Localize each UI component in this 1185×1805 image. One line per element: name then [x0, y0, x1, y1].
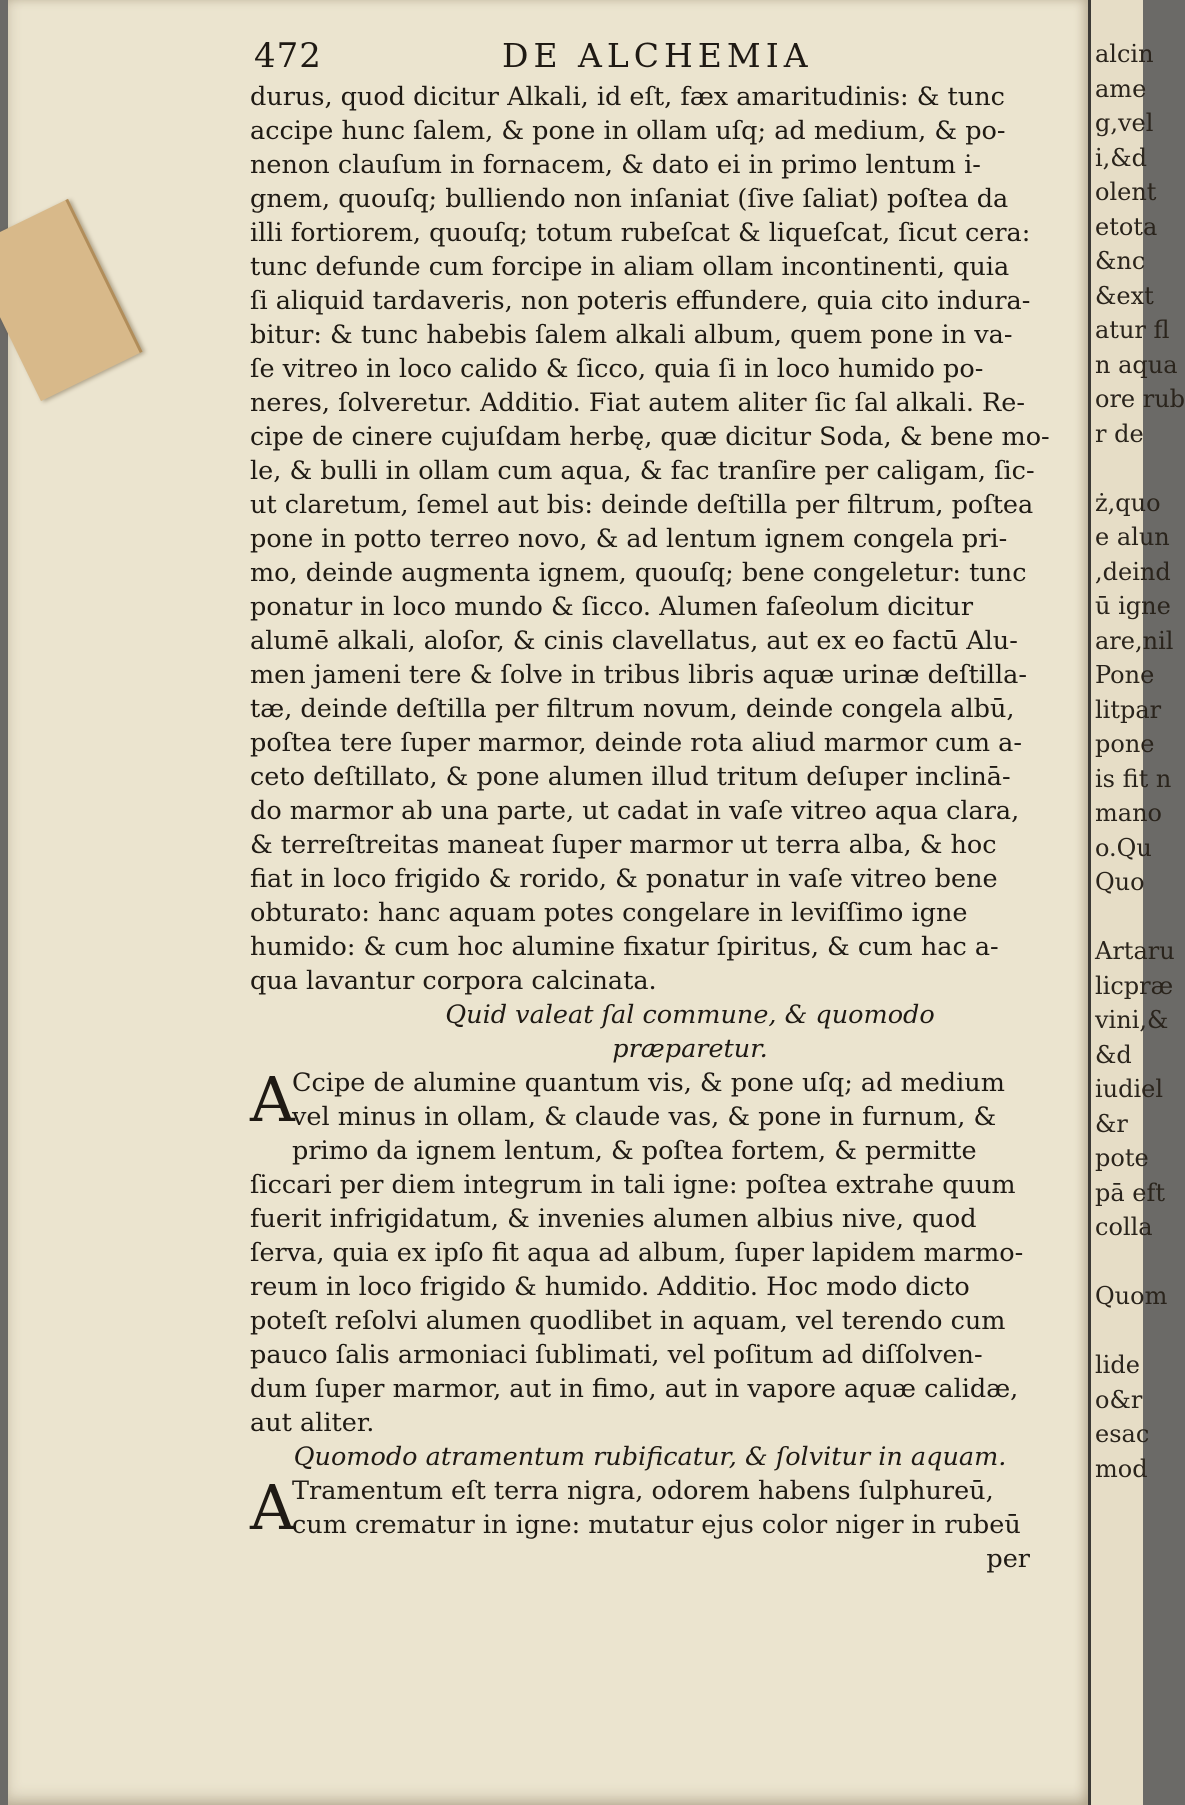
text-line: & terreſtreitas maneat ſuper marmor ut terra alba, & hoc [250, 830, 997, 860]
text-line: illi fortiorem, quouſq; totum rubeſcat & liqueſcat, ſicut cera: [250, 218, 1031, 248]
catchword: per [986, 1544, 1030, 1574]
facing-page-fragment: &ext [1095, 281, 1154, 310]
text-line: cum crematur in igne: mutatur ejus color niger in rubeū [292, 1510, 1021, 1540]
facing-page-fragment: pā eft [1095, 1178, 1166, 1207]
text-line: aut aliter. [250, 1408, 375, 1438]
facing-page-fragment: n aqua [1095, 350, 1178, 379]
text-line: neres, ſolveretur. Additio. Fiat autem aliter ſic ſal alkali. Re- [250, 388, 1025, 418]
text-line: humido: & cum hoc alumine fixatur ſpiritus, & cum hac a- [250, 932, 999, 962]
facing-page-fragment: litpar [1095, 695, 1162, 724]
facing-page-fragment: colla [1095, 1213, 1153, 1241]
paragraph-alumen [250, 1063, 1050, 1440]
facing-page-fragment: esac [1095, 1420, 1150, 1448]
facing-page-fragment: iudiel [1095, 1075, 1164, 1103]
facing-page-fragment: o.Qu [1095, 833, 1152, 862]
facing-page-fragment: ū igne [1095, 592, 1171, 620]
section-heading: Quid valeat ſal commune, & quomodo [445, 1000, 935, 1030]
text-line: ſerva, quia ex ipſo fit aqua ad album, ſuper lapidem marmo- [250, 1238, 1024, 1268]
text-line: ſe vitreo in loco calido & ſicco, quia ſi in loco humido po- [250, 354, 984, 384]
facing-page-fragment: &r [1095, 1109, 1128, 1138]
facing-page-fragment: licpræ [1095, 971, 1174, 1000]
text-line: poſtea tere ſuper marmor, deinde rota aliud marmor cum a- [250, 728, 1022, 758]
paragraph-atramentum [250, 1471, 1050, 1544]
facing-page-fragment: mod [1095, 1454, 1148, 1483]
text-line: le, & bulli in ollam cum aqua, & fac tranſire per caligam, ſic- [250, 456, 1035, 486]
text-line: qua lavantur corpora calcinata. [250, 966, 657, 996]
text-line: poteſt reſolvi alumen quodlibet in aquam, vel terendo cum [250, 1306, 1006, 1336]
text-line: mo, deinde augmenta ignem, quouſq; bene congeletur: tunc [250, 558, 1027, 588]
text-line: do marmor ab una parte, ut cadat in vaſe vitreo aqua clara, [250, 796, 1020, 826]
text-body [250, 80, 1050, 1576]
facing-page-edge [1088, 0, 1185, 1805]
facing-page-fragment: ż,quo [1095, 488, 1161, 517]
section-heading: Quomodo atramentum rubificatur, & ſolvitur in aquam. [293, 1442, 1007, 1472]
facing-page-fragment: is fit n [1095, 764, 1172, 793]
facing-page-fragment: pote [1095, 1144, 1149, 1172]
text-line: alumē alkali, aloſor, & cinis clavellatus, aut ex eo factū Alu- [250, 626, 1018, 656]
text-line: pauco ſalis armoniaci ſublimati, vel poſitum ad diſſolven- [250, 1340, 983, 1370]
facing-page-fragment: lide [1095, 1351, 1140, 1379]
facing-page-fragment: ore rub [1095, 385, 1185, 413]
text-line: bitur: & tunc habebis ſalem alkali album, quem pone in va- [250, 320, 1013, 350]
facing-page-fragment: &nc [1095, 247, 1146, 275]
facing-page-fragment: i,&d [1095, 143, 1148, 172]
text-line: accipe hunc ſalem, & pone in ollam uſq; ad medium, & po- [250, 116, 1006, 146]
text-line: cipe de cinere cujuſdam herbę, quæ dicitur Soda, & bene mo- [250, 422, 1050, 452]
facing-page-fragment: Artaru [1095, 937, 1175, 965]
drop-cap: A [250, 1063, 295, 1136]
text-line: ut claretum, ſemel aut bis: deinde deſtilla per filtrum, poſtea [250, 490, 1034, 520]
text-line: tæ, deinde deſtilla per filtrum novum, deinde congela albū, [250, 694, 1015, 724]
running-title: DE ALCHEMIA [502, 36, 813, 75]
facing-page-fragment: vini,& [1095, 1006, 1169, 1034]
text-line: pone in potto terreo novo, & ad lentum ignem congela pri- [250, 524, 1008, 554]
text-line: primo da ignem lentum, & poſtea fortem, & permitte [292, 1136, 977, 1166]
text-line: ceto deſtillato, & pone alumen illud tritum deſuper inclinā- [250, 762, 1011, 792]
text-line: Ccipe de alumine quantum vis, & pone uſq; ad medium [292, 1068, 1005, 1098]
text-line: obturato: hanc aquam potes congelare in leviſſimo igne [250, 898, 968, 928]
text-line: nenon clauſum in fornacem, & dato ei in primo lentum i- [250, 150, 981, 180]
facing-page-fragment: Pone [1095, 661, 1155, 689]
text-line: men jameni tere & ſolve in tribus libris aquæ urinæ deſtilla- [250, 660, 1028, 690]
text-line: fuerit infrigidatum, & invenies alumen albius nive, quod [250, 1204, 977, 1234]
facing-page-fragment: alcin [1095, 40, 1154, 68]
text-line: dum ſuper marmor, aut in fimo, aut in vapore aquæ calidæ, [250, 1374, 1019, 1404]
facing-page-fragment: e alun [1095, 523, 1170, 551]
text-line: ponatur in loco mundo & ſicco. Alumen faſeolum dicitur [250, 592, 974, 622]
text-line: gnem, quouſq; bulliendo non inſaniat (ſive ſaliat) poſtea da [250, 184, 1009, 214]
paper-scrap [0, 199, 143, 401]
section-heading-cont: præparetur. [612, 1034, 768, 1064]
facing-page-fragment: o&r [1095, 1385, 1143, 1414]
facing-page-fragment: olent [1095, 178, 1157, 206]
facing-page-fragment: Quo [1095, 868, 1145, 896]
paragraph-alkali [250, 80, 1050, 998]
facing-page-fragment: r de [1095, 419, 1144, 448]
facing-page-fragment: &d [1095, 1040, 1132, 1069]
facing-page-fragment: are,nil [1095, 626, 1174, 655]
book-page [8, 0, 1090, 1805]
text-line: fiat in loco frigido & rorido, & ponatur in vaſe vitreo bene [250, 864, 998, 894]
text-line: ſi aliquid tardaveris, non poteris effundere, quia cito indura- [250, 286, 1031, 316]
page-number: 472 [254, 36, 322, 76]
text-line: reum in loco frigido & humido. Additio. Hoc modo dicto [250, 1272, 970, 1302]
text-line: durus, quod dicitur Alkali, id eſt, fæx amaritudinis: & tunc [250, 82, 1005, 112]
facing-page-fragment: g,vel [1095, 109, 1154, 137]
facing-page-fragment: etota [1095, 212, 1158, 241]
page-header [254, 36, 854, 80]
facing-page-fragment: mano [1095, 799, 1162, 827]
facing-page-fragment: ame [1095, 74, 1147, 103]
facing-page-fragment: Quom [1095, 1282, 1168, 1310]
text-line: Tramentum eſt terra nigra, odorem habens ſulphureū, [292, 1476, 994, 1506]
facing-page-fragment: atur fl [1095, 316, 1170, 344]
text-line: tunc defunde cum forcipe in aliam ollam incontinenti, quia [250, 252, 1010, 282]
drop-cap: A [250, 1471, 295, 1544]
facing-page-fragment: pone [1095, 730, 1155, 758]
text-line: vel minus in ollam, & claude vas, & pone in furnum, & [292, 1102, 997, 1132]
text-line: ſiccari per diem integrum in tali igne: poſtea extrahe quum [250, 1170, 1016, 1200]
facing-page-fragment: ,deind [1095, 557, 1171, 586]
